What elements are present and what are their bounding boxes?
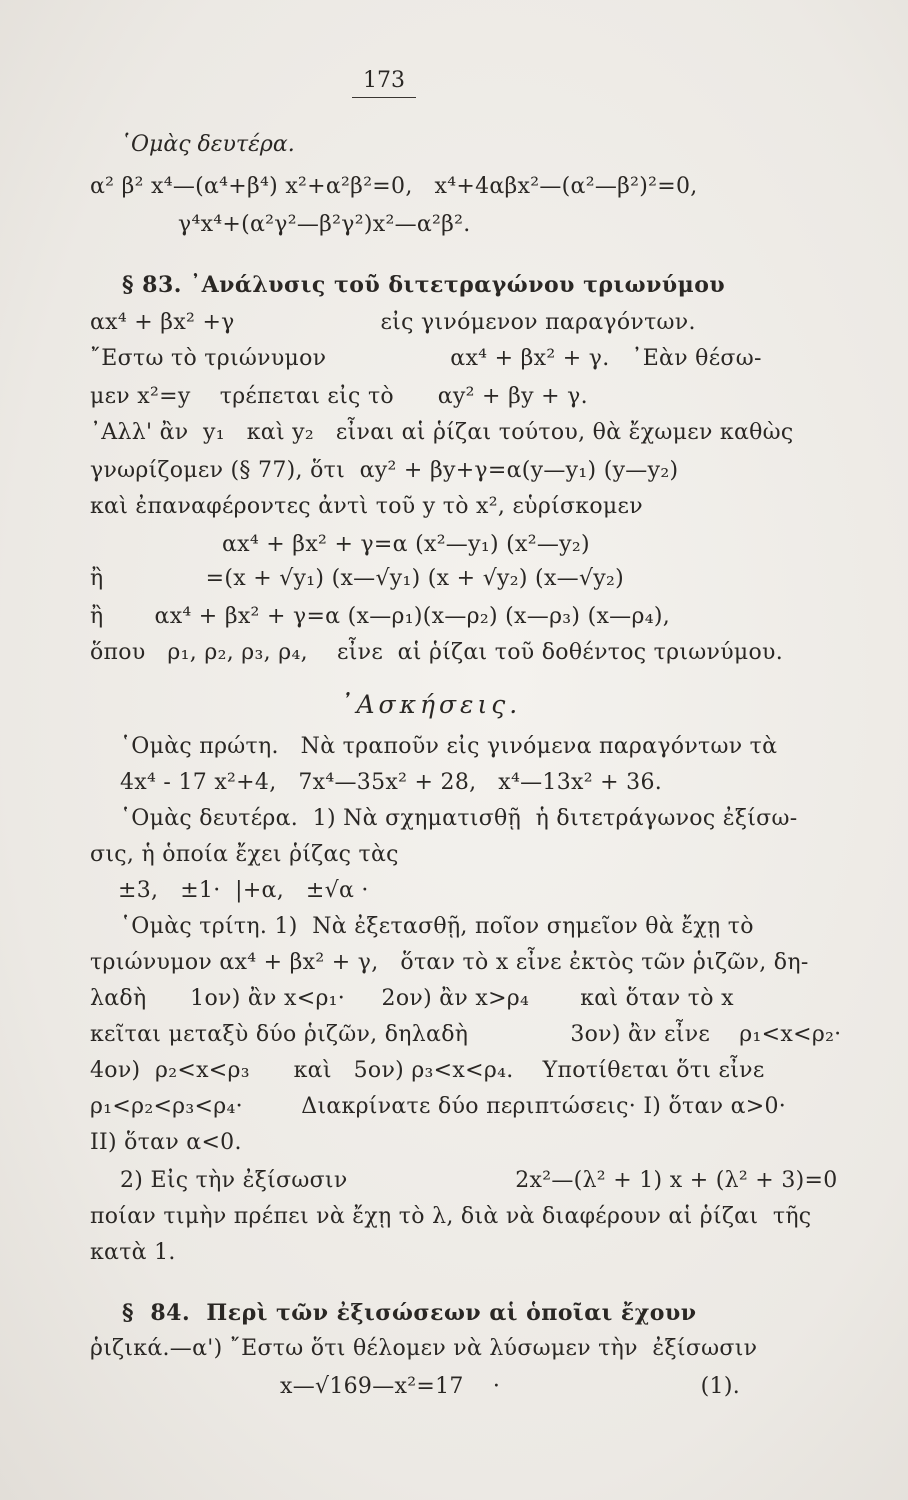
text-line: λαδὴ 1ον) ἂν x<ρ₁· 2ον) ἂν x>ρ₄ καὶ ὅταν τὸ x — [90, 986, 734, 1011]
equation-number: (1). — [700, 1374, 740, 1399]
text-line: ῾Ομὰς δευτέρα. — [120, 132, 295, 157]
text-line: ἢ αx⁴ + βx² + γ=α (x—ρ₁)(x—ρ₂) (x—ρ₃) (x—ρ₄), — [90, 604, 671, 629]
text-line: ρ₁<ρ₂<ρ₃<ρ₄· Διακρίνατε δύο περιπτώσεις· I) ὅταν α>0· — [90, 1094, 787, 1119]
text-line: ᾿Ασκήσεις. — [340, 690, 522, 719]
text-line: κεῖται μεταξὺ δύο ῥιζῶν, δηλαδὴ 3ον) ἂν εἶνε ρ₁<x<ρ₂· — [90, 1022, 842, 1047]
text-line: ῎Εστω τὸ τριώνυμον αx⁴ + βx² + γ. ᾿Εὰν θέσω- — [90, 346, 762, 371]
text-line: 2) Εἰς τὴν ἐξίσωσιν 2x²—(λ² + 1) x + (λ² + 3)=0 — [120, 1168, 838, 1193]
text-line: γνωρίζομεν (§ 77), ὅτι αy² + βy+γ=α(y—y₁) (y—y₂) — [90, 458, 679, 483]
text-line: § 83. ᾿Ανάλυσις τοῦ διτετραγώνου τριωνύμου — [122, 272, 726, 298]
text-line: σις, ἡ ὁποία ἔχει ῥίζας τὰς — [90, 842, 399, 867]
text-line: α² β² x⁴—(α⁴+β⁴) x²+α²β²=0, x⁴+4αβx²—(α²—β²)²=0, — [90, 174, 698, 199]
text-line: ὅπου ρ₁, ρ₂, ρ₃, ρ₄, εἶνε αἱ ῥίζαι τοῦ δοθέντος τριωνύμου. — [90, 640, 784, 665]
text-line: τριώνυμον αx⁴ + βx² + γ, ὅταν τὸ x εἶνε ἐκτὸς τῶν ῥιζῶν, δη- — [90, 950, 809, 975]
text-line: x—√169—x²=17 · — [280, 1374, 501, 1399]
text-line: μεν x²=y τρέπεται εἰς τὸ αy² + βy + γ. — [90, 384, 588, 409]
text-line: ᾿Αλλ' ἂν y₁ καὶ y₂ εἶναι αἱ ῥίζαι τούτου, θὰ ἔχωμεν καθὼς — [90, 420, 794, 445]
text-line: 4x⁴ - 17 x²+4, 7x⁴—35x² + 28, x⁴—13x² + 36. — [120, 770, 663, 795]
text-line: κατὰ 1. — [90, 1240, 176, 1265]
text-line: ῾Ομὰς τρίτη. 1) Νὰ ἐξετασθῇ, ποῖον σημεῖον θὰ ἔχῃ τὸ — [120, 914, 754, 939]
text-line: 4ον) ρ₂<x<ρ₃ καὶ 5ον) ρ₃<x<ρ₄. Υποτίθεται ὅτι εἶνε — [90, 1058, 765, 1083]
text-line: § 84. Περὶ τῶν ἐξισώσεων αἱ ὁποῖαι ἔχουν — [122, 1300, 697, 1326]
text-line: ῾Ομὰς δευτέρα. 1) Νὰ σχηματισθῇ ἡ διτετράγωνος ἐξίσω- — [120, 806, 798, 831]
text-line: αx⁴ + βx² +γ εἰς γινόμενον παραγόντων. — [90, 310, 696, 335]
text-line: ῥιζικά.—α') ῎Εστω ὅτι θέλομεν νὰ λύσωμεν τὴν ἐξίσωσιν — [90, 1336, 758, 1361]
text-line: ±3, ±1· |+α, ±√α · — [118, 878, 369, 903]
text-line: ἢ =(x + √y₁) (x—√y₁) (x + √y₂) (x—√y₂) — [90, 566, 624, 591]
text-line: II) ὅταν α<0. — [90, 1130, 242, 1155]
text-line: καὶ ἐπαναφέροντες ἀντὶ τοῦ y τὸ x², εὑρίσκομεν — [90, 494, 643, 519]
text-line: ποίαν τιμὴν πρέπει νὰ ἔχῃ τὸ λ, διὰ νὰ διαφέρουν αἱ ῥίζαι τῆς — [90, 1204, 812, 1229]
text-line: γ⁴x⁴+(α²γ²—β²γ²)x²—α²β². — [178, 212, 471, 237]
text-line: ῾Ομὰς πρώτη. Νὰ τραποῦν εἰς γινόμενα παραγόντων τὰ — [120, 734, 778, 759]
page-number: 173 — [352, 68, 416, 98]
text-line: αx⁴ + βx² + γ=α (x²—y₁) (x²—y₂) — [222, 532, 590, 557]
